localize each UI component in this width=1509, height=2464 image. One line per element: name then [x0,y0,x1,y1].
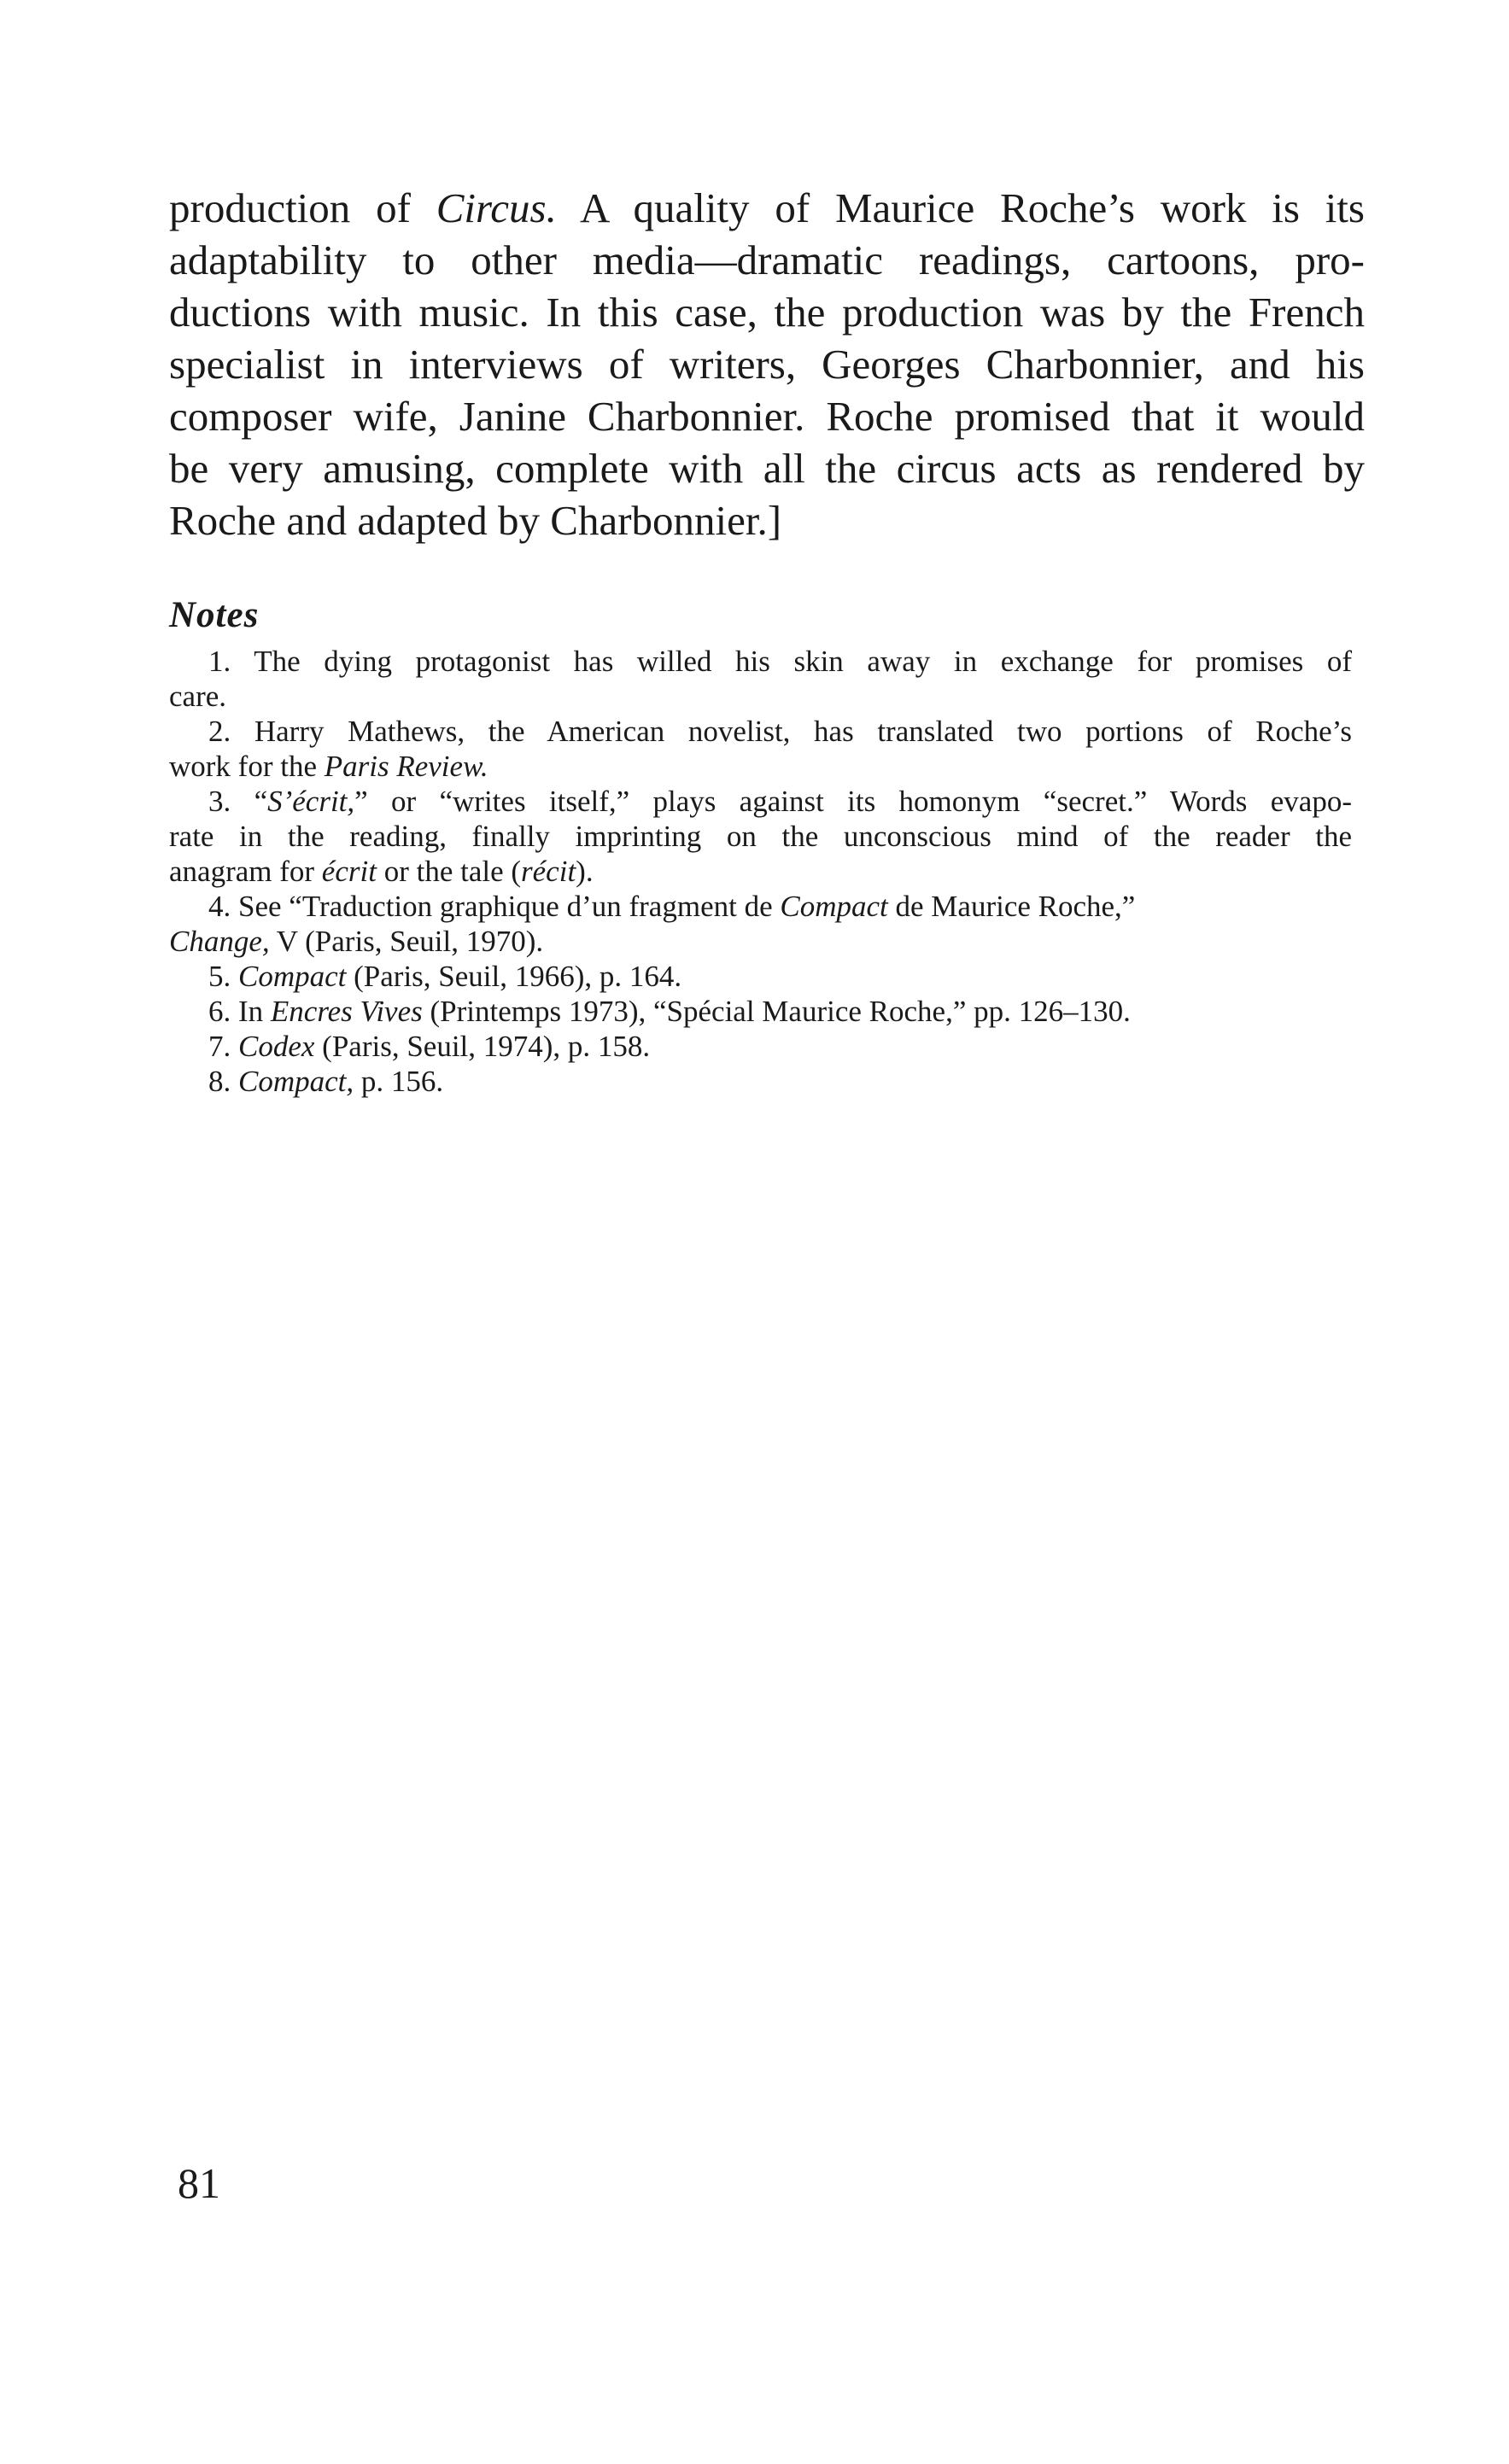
body-line: specialist in interviews of writers, Georges Charbonnier, and his [169,341,1365,388]
note-text-run: p. 156. [354,1065,444,1098]
note-text-run: or the tale ( [376,855,522,888]
notes-heading: Notes [169,595,260,635]
italic-title: Compact [780,890,888,923]
note-text-run: V (Paris, Seuil, 1970). [269,925,544,958]
note-item [169,889,1352,959]
note-line [169,924,1352,959]
note-text-run: 4. See “Traduction graphique d’un fragment de [208,890,781,923]
note-text-run: ). [576,855,594,888]
note-item [169,959,1352,994]
note-line [169,994,1352,1029]
body-text-run: production of [169,184,436,231]
note-item [169,784,1352,889]
italic-word: récit [521,855,576,888]
note-text-run: (Paris, Seuil, 1974), p. 158. [314,1030,651,1063]
italic-title: S’écrit, [267,785,355,818]
note-line [169,854,1352,889]
italic-title: Circus. [436,184,557,231]
note-item [169,994,1352,1029]
body-line: composer wife, Janine Charbonnier. Roche promised that it would [169,393,1365,440]
note-line [169,784,1352,819]
note-line: care. [169,680,227,713]
body-line: ductions with music. In this case, the production was by the French [169,289,1365,336]
note-item [169,1029,1352,1064]
note-text-run: anagram for [169,855,322,888]
body-text-run: A quality of Maurice Roche’s work is its [556,184,1365,231]
italic-title: Codex [238,1030,315,1063]
body-line [169,182,1365,234]
note-line [169,1029,1352,1064]
note-line [169,749,1352,784]
note-text-run: work for the [169,750,325,783]
note-text-run: (Paris, Seuil, 1966), p. 164. [346,960,682,993]
note-text-run: ” or “writes itself,” plays against its homonym “secret.” Words evapo- [354,785,1352,818]
body-line: adaptability to other media—dramatic readings, cartoons, pro- [169,236,1365,283]
note-item [169,1064,1352,1099]
note-line: 2. Harry Mathews, the American novelist, has translated two portions of Roche’s [208,715,1352,748]
italic-word: écrit [321,855,377,888]
note-text-run: de Maurice Roche,” [887,890,1136,923]
note-item [169,714,1352,784]
note-line [169,1064,1352,1099]
italic-title: Compact [238,960,347,993]
note-text-run: 8. [208,1065,238,1098]
note-text-run: 5. [208,960,238,993]
italic-title: Change, [169,925,270,958]
notes-list [169,644,1352,1099]
note-text-run: (Printemps 1973), “Spécial Maurice Roche,” pp. 126–130. [422,995,1131,1028]
note-line [169,959,1352,994]
note-line [169,889,1352,924]
page-number: 81 [178,2159,220,2207]
note-text-run: 3. “ [208,785,268,818]
italic-title: Encres Vives [270,995,423,1028]
note-line: rate in the reading, finally imprinting on the unconscious mind of the reader the [169,820,1352,853]
italic-title: Paris Review. [324,750,488,783]
body-line: be very amusing, complete with all the circus acts as rendered by [169,445,1365,492]
note-text-run: 7. [208,1030,238,1063]
body-line: Roche and adapted by Charbonnier.] [169,497,782,544]
body-paragraph [169,182,1365,546]
note-line: 1. The dying protagonist has willed his skin away in exchange for promises of [208,645,1352,678]
note-item [169,644,1352,714]
italic-title: Compact, [238,1065,354,1098]
note-text-run: 6. In [208,995,271,1028]
